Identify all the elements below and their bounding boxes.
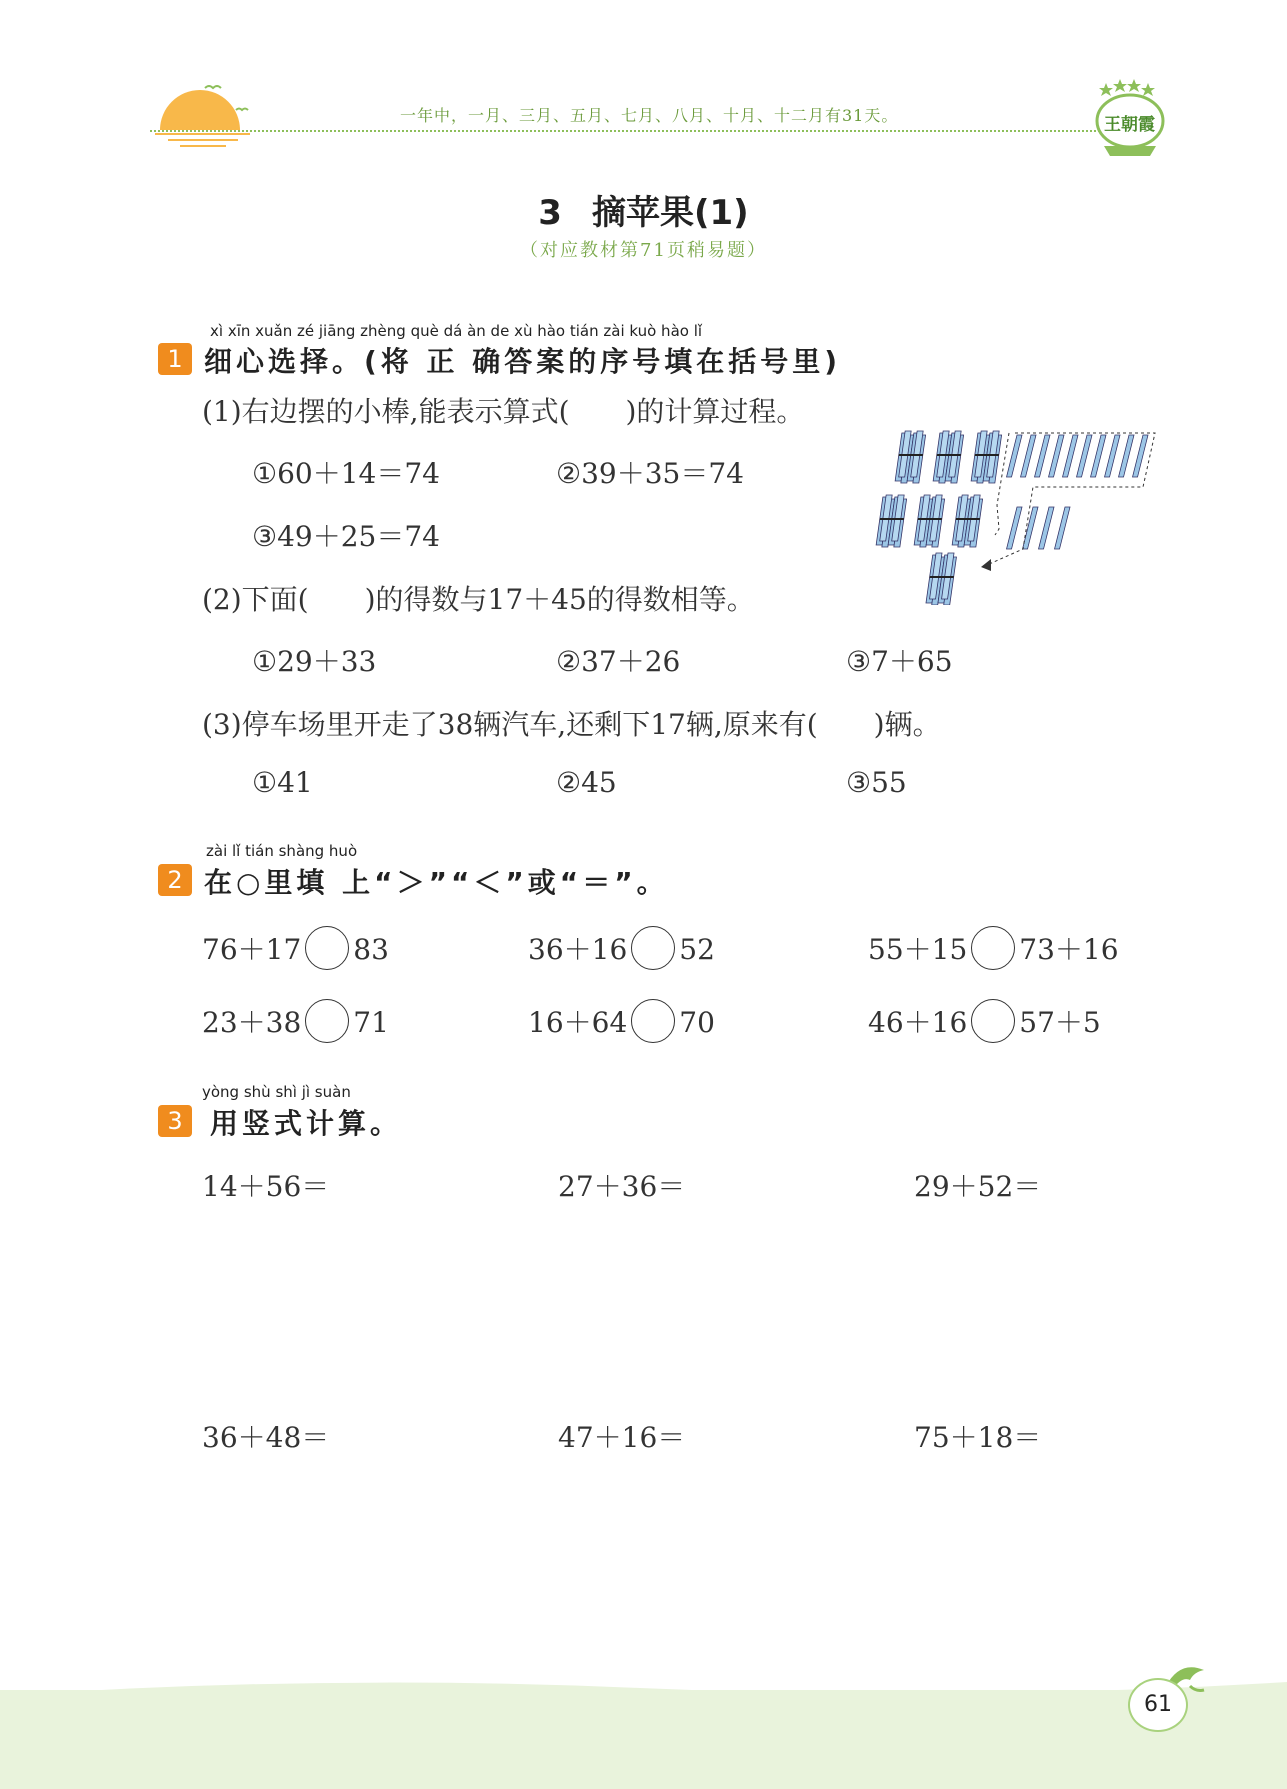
header-divider (150, 130, 1100, 132)
bundles-bottom (876, 495, 983, 547)
lesson-title: 摘苹果(1) (591, 193, 749, 233)
section1-heading: 细心选择。(将 正 确答案的序号填在括号里) (204, 345, 842, 378)
question-1-option-1: ①60＋14＝74 (252, 457, 440, 490)
answer-circle[interactable] (971, 926, 1015, 970)
answer-circle[interactable] (305, 999, 349, 1043)
question-3-option-2: ②45 (556, 766, 617, 799)
header-tip: 一年中，一月、三月、五月、七月、八月、十月、十二月有31天。 (400, 106, 899, 125)
page-subtitle: （对应教材第71页稍易题） (520, 240, 767, 261)
vertical-calc-5: 47＋16＝ (558, 1421, 686, 1454)
lesson-number: 3 (538, 193, 562, 233)
sunset-icon (150, 80, 260, 150)
compare-row-1-item-1: 76＋17 83 (202, 928, 389, 974)
question-1-option-3: ③49＋25＝74 (252, 520, 440, 553)
vertical-calc-3: 29＋52＝ (914, 1170, 1042, 1203)
question-2-stem: (2)下面( )的得数与17＋45的得数相等。 (202, 583, 755, 616)
section1-badge: 1 (158, 343, 192, 375)
compare-row-2-item-3: 46＋16 57＋5 (868, 1001, 1101, 1047)
vertical-calc-1: 14＋56＝ (202, 1170, 330, 1203)
question-2-option-1: ①29＋33 (252, 645, 377, 678)
section2-pinyin: zài lǐ tián shàng huò (206, 842, 358, 860)
section2-badge: 2 (158, 864, 192, 896)
question-1-option-2: ②39＋35＝74 (556, 457, 744, 490)
answer-circle[interactable] (631, 926, 675, 970)
compare-row-2-item-2: 16＋64 70 (528, 1001, 715, 1047)
vertical-calc-6: 75＋18＝ (914, 1421, 1042, 1454)
question-2-option-3: ③7＋65 (846, 645, 953, 678)
section3-heading: 用竖式计算。 (210, 1107, 403, 1140)
brand-logo-text: 王朝霞 (1104, 115, 1155, 135)
section3-badge: 3 (158, 1105, 192, 1137)
loose-sticks-top (1007, 435, 1148, 477)
question-2-option-2: ②37＋26 (556, 645, 681, 678)
counting-sticks-illustration (875, 425, 1170, 605)
page-number: 61 (1128, 1678, 1188, 1732)
answer-circle[interactable] (305, 926, 349, 970)
question-3-option-1: ①41 (252, 766, 313, 799)
section2-heading: 在○里填 上“＞”“＜”或“＝”。 (204, 866, 669, 899)
answer-circle[interactable] (971, 999, 1015, 1043)
question-1-stem: (1)右边摆的小棒,能表示算式( )的计算过程。 (202, 395, 805, 428)
answer-circle[interactable] (631, 999, 675, 1043)
vertical-calc-2: 27＋36＝ (558, 1170, 686, 1203)
question-3-stem: (3)停车场里开走了38辆汽车,还剩下17辆,原来有( )辆。 (202, 708, 941, 741)
loose-sticks-bottom (1007, 507, 1070, 549)
section1-pinyin: xì xīn xuǎn zé jiāng zhèng què dá àn de xù hào tián zài kuò hào lǐ (210, 322, 703, 340)
page-title (0, 185, 1287, 234)
bundles-top (895, 431, 1002, 483)
question-3-option-3: ③55 (846, 766, 907, 799)
compare-row-1-item-3: 55＋15 73＋16 (868, 928, 1119, 974)
footer-background (0, 1690, 1287, 1789)
section3-pinyin: yòng shù shì jì suàn (202, 1083, 351, 1101)
compare-row-1-item-2: 36＋16 52 (528, 928, 715, 974)
vertical-calc-4: 36＋48＝ (202, 1421, 330, 1454)
compare-row-2-item-1: 23＋38 71 (202, 1001, 389, 1047)
